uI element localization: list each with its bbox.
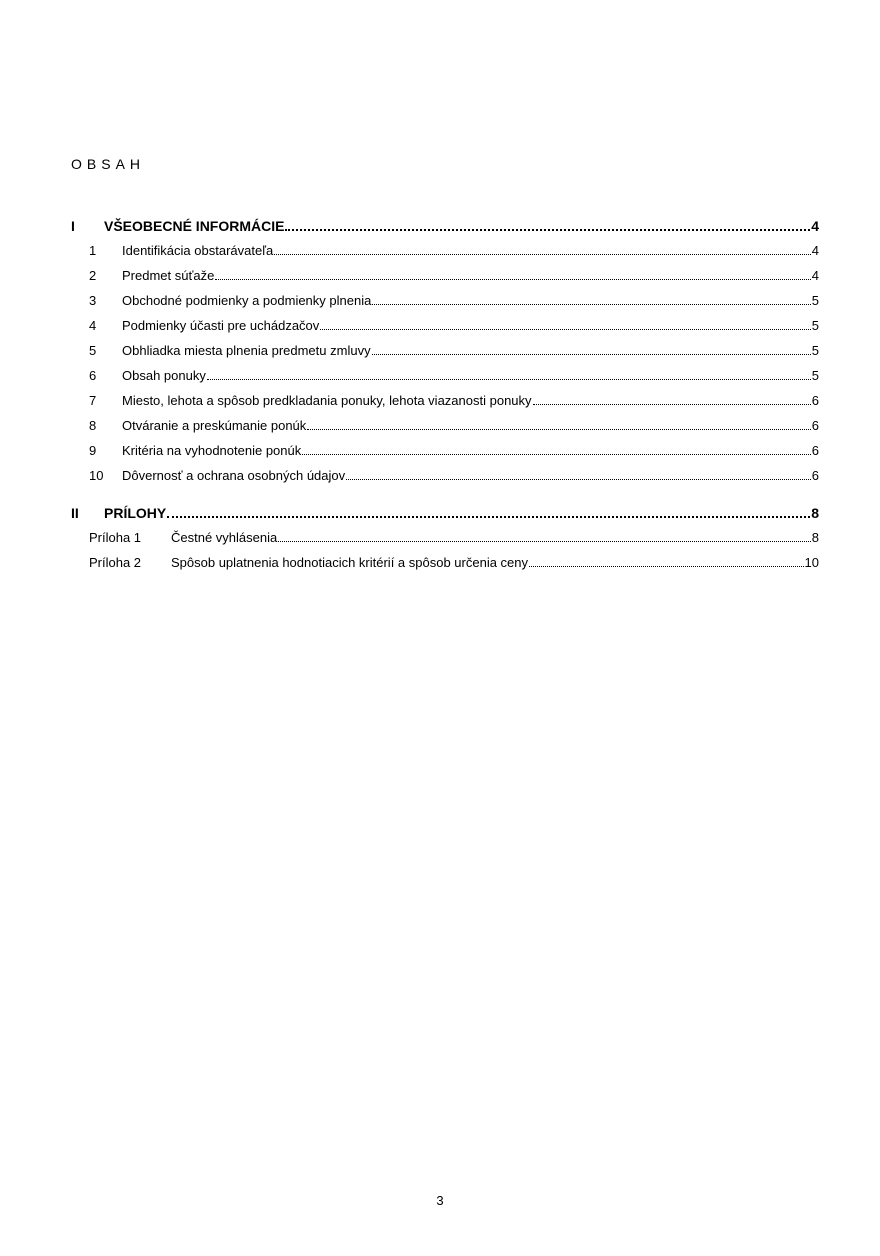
item-title: Kritéria na vyhodnotenie ponúk <box>122 443 302 458</box>
dot-leader <box>529 566 804 567</box>
item-title: Identifikácia obstarávateľa <box>122 243 274 258</box>
item-number: 6 <box>89 368 97 383</box>
dot-leader <box>320 329 810 330</box>
dot-leader <box>372 304 810 305</box>
item-page: 6 <box>811 418 819 433</box>
toc-item[interactable] <box>71 343 819 368</box>
annex-title: Čestné vyhlásenia <box>171 530 278 545</box>
annex-page: 8 <box>811 530 819 545</box>
item-number: 5 <box>89 343 97 358</box>
item-number: 8 <box>89 418 97 433</box>
item-page: 5 <box>811 293 819 308</box>
toc-item[interactable] <box>71 243 819 268</box>
item-number: 7 <box>89 393 97 408</box>
dot-leader <box>285 229 810 231</box>
toc-item[interactable] <box>71 293 819 318</box>
item-number: 10 <box>89 468 104 483</box>
item-page: 4 <box>811 268 819 283</box>
toc-heading: OBSAH <box>71 156 146 172</box>
item-title: Predmet súťaže <box>122 268 215 283</box>
annex-title: Spôsob uplatnenia hodnotiacich kritérií a spôsob určenia ceny <box>171 555 529 570</box>
item-number: 9 <box>89 443 97 458</box>
item-number: 3 <box>89 293 97 308</box>
item-title: Obsah ponuky <box>122 368 206 383</box>
dot-leader <box>346 479 811 480</box>
toc-item[interactable] <box>71 468 819 493</box>
dot-leader <box>278 541 811 542</box>
toc-item[interactable] <box>71 393 819 418</box>
dot-leader <box>207 379 811 380</box>
section-title: VŠEOBECNÉ INFORMÁCIE <box>104 218 285 234</box>
dot-leader <box>302 454 811 455</box>
dot-leader <box>372 354 811 355</box>
item-number: 4 <box>89 318 97 333</box>
toc-item[interactable] <box>71 443 819 468</box>
item-page: 4 <box>811 243 819 258</box>
dot-leader <box>167 516 810 518</box>
section-page: 8 <box>811 505 819 521</box>
item-title: Dôvernosť a ochrana osobných údajov <box>122 468 346 483</box>
item-page: 5 <box>811 318 819 333</box>
toc-item[interactable] <box>71 418 819 443</box>
item-title: Podmienky účasti pre uchádzačov <box>122 318 320 333</box>
toc-section-2[interactable] <box>71 505 819 530</box>
item-number: 2 <box>89 268 97 283</box>
section-number: I <box>71 218 75 234</box>
item-title: Otváranie a preskúmanie ponúk <box>122 418 307 433</box>
item-title: Obchodné podmienky a podmienky plnenia <box>122 293 372 308</box>
item-page: 6 <box>811 468 819 483</box>
item-page: 6 <box>811 393 819 408</box>
toc-annex-item[interactable] <box>71 530 819 555</box>
annex-page: 10 <box>804 555 819 570</box>
annex-number: Príloha 2 <box>89 555 142 570</box>
item-number: 1 <box>89 243 97 258</box>
dot-leader <box>215 279 810 280</box>
toc-section-1[interactable] <box>71 218 819 243</box>
section-page: 4 <box>811 218 819 234</box>
annex-number: Príloha 1 <box>89 530 142 545</box>
dot-leader <box>274 254 811 255</box>
table-of-contents <box>71 218 819 580</box>
toc-item[interactable] <box>71 368 819 393</box>
toc-annex-item[interactable] <box>71 555 819 580</box>
toc-item[interactable] <box>71 318 819 343</box>
item-page: 6 <box>811 443 819 458</box>
item-title: Obhliadka miesta plnenia predmetu zmluvy <box>122 343 371 358</box>
section-number: II <box>71 505 79 521</box>
item-title: Miesto, lehota a spôsob predkladania ponuky, lehota viazanosti ponuky <box>122 393 532 408</box>
item-page: 5 <box>811 368 819 383</box>
dot-leader <box>533 404 811 405</box>
dot-leader <box>307 429 810 430</box>
page-number: 3 <box>436 1193 444 1208</box>
toc-item[interactable] <box>71 268 819 293</box>
item-page: 5 <box>811 343 819 358</box>
section-title: PRÍLOHY <box>104 505 167 521</box>
